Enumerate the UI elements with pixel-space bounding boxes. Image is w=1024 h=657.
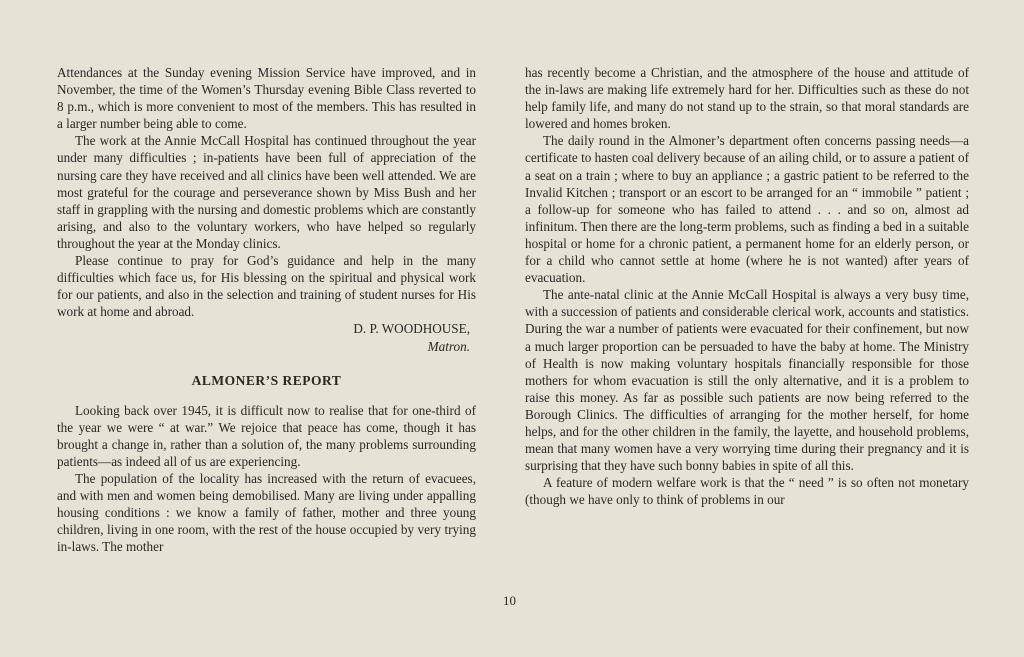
left-column xyxy=(57,64,476,556)
signature-title: Matron. xyxy=(427,338,470,354)
paragraph-continuation: has recently become a Christian, and the atmosphere of the house and attitude of the in-laws are making life extremely hard for her. Difficulties such as these do not help family life, and many do not stand up to the strain, so that moral standards are lowered and homes broken. xyxy=(525,65,969,132)
paragraph-hospital-work: The work at the Annie McCall Hospital has continued throughout the year under many difficulties ; in-patients have been full of appreciation of the nursing care they have received and all clinics have been well attended. We are most grateful for the courage and perseverance shown by Miss Bush and her staff in grappling with the nursing and domestic problems which are constantly arising, and also to the voluntary workers, who have helped so regularly throughout the year at the Monday clinics. xyxy=(57,133,476,251)
paragraph-ante-natal-clinic: The ante-natal clinic at the Annie McCall Hospital is always a very busy time, with a succession of patients and considerable clerical work, accounts and statistics. During the war a number of patients were evacuated for their confinement, but now a much larger proportion can be persuaded to have the baby at home. The Ministry of Health is now making voluntary hospitals financially responsible for those mothers for whom evacuation is still the only alternative, and it is a problem to raise this money. As far as possible such patients are now being referred to the Borough Clinics. The difficulties of arranging for the mother herself, for home helps, and for the other children in the family, the layette, and household problems, mean that many women have a very worrying time during their pregnancy and it is surprising that they have such bonny babies in spite of all this. xyxy=(525,287,969,474)
page-number: 10 xyxy=(503,593,516,608)
paragraph-welfare-work: A feature of modern welfare work is that the “ need ” is so often not monetary (though we have only to think of problems in our xyxy=(525,475,969,508)
paragraph-prayer-request: Please continue to pray for God’s guidance and help in the many difficulties which face us, for His blessing on the spiritual and physical work for our patients, and also in the selection and training of student nurses for His work at home and abroad. xyxy=(57,253,476,320)
right-column xyxy=(525,64,969,508)
paragraph-mission-service: Attendances at the Sunday evening Mission Service have improved, and in November, the time of the Women’s Thursday evening Bible Class reverted to 8 p.m., which is more convenient to most of the members. This has resulted in a larger number being able to come. xyxy=(57,65,476,132)
section-heading: ALMONER’S REPORT xyxy=(191,372,342,388)
paragraph-looking-back: Looking back over 1945, it is difficult now to realise that for one-third of the year we were “ at war.” We rejoice that peace has come, though it has brought a change in, rather than a solution of, the many problems surrounding patients—as indeed all of us are experiencing. xyxy=(57,402,476,469)
paragraph-population: The population of the locality has increased with the return of evacuees, and with men and women being demobilised. Many are living under appalling housing conditions : we know a family of father, mother and three young children, living in one room, with the rest of the house occupied by very trying in-laws. The mother xyxy=(57,471,476,555)
signature-name: D. P. WOODHOUSE, xyxy=(353,321,470,337)
paragraph-daily-round: The daily round in the Almoner’s department often concerns passing needs—a certificate to hasten coal delivery because of an ailing child, or to assure a patient of a seat on a train ; where to buy an appliance ; a gastric patient to be referred to the Invalid Kitchen ; transport or an escort to be arranged for an “ immobile ” patient ; a follow-up for someone who has failed to attend . . . and so on, almost ad infinitum. Then there are the long-term problems, such as finding a bed in a suitable hospital or home for a chronic patient, a permanent home for an elderly person, or for a child who cannot settle at home (where he is not wanted) after years of evacuation. xyxy=(525,133,969,286)
